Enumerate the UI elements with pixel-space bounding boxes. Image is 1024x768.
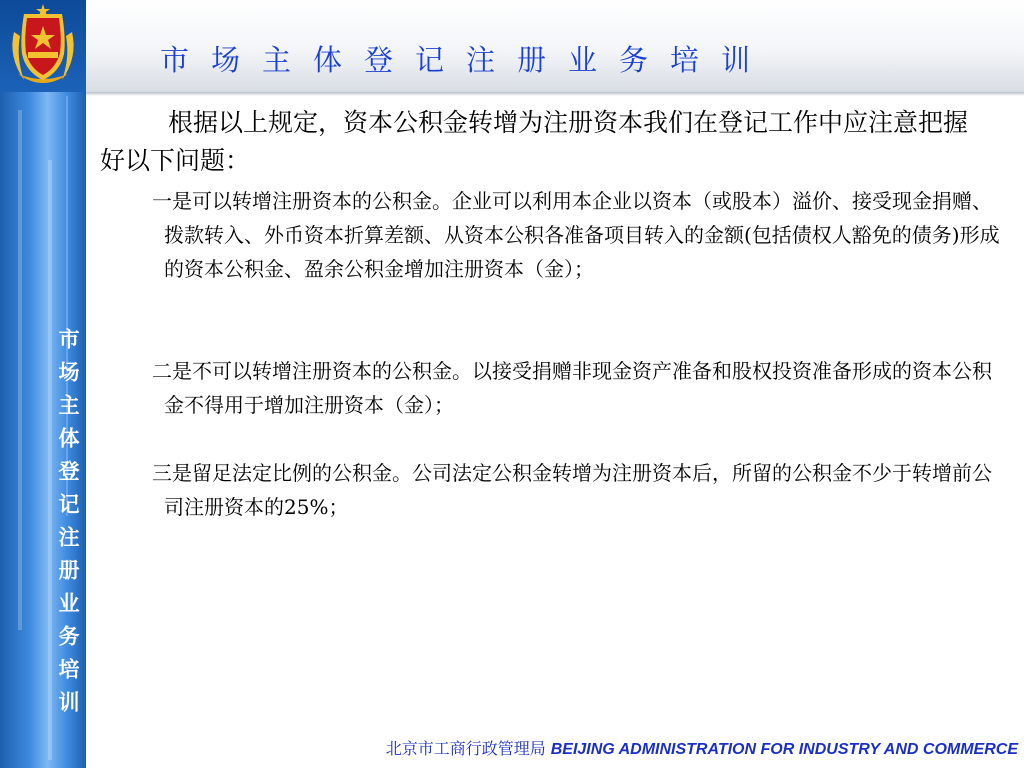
page-title: 市场主体登记注册业务培训	[160, 43, 773, 77]
point-item-1: 一是可以转增注册资本的公积金。企业可以利用本企业以资本（或股本）溢价、接受现金捐赠、拨款转入、外币资本折算差额、从资本公积各准备项目转入的金额(包括债权人豁免的债务)形成的资本公积金、盈余公积金增加注册资本（金）；	[152, 189, 1000, 281]
emblem-box	[0, 0, 86, 92]
vertical-title: 市场主体登记注册业务培训	[56, 328, 80, 724]
left-sidebar-band	[0, 0, 86, 768]
header-divider	[86, 92, 1024, 96]
footer-en-name: BEIJING ADMINISTRATION FOR INDUSTRY AND COMMERCE	[550, 741, 1018, 758]
footer-organization	[386, 736, 1018, 759]
footer-cn-name: 北京市工商行政管理局	[385, 741, 546, 758]
intro-paragraph: 根据以上规定，资本公积金转增为注册资本我们在登记工作中应注意把握好以下问题：	[100, 108, 969, 175]
police-emblem-icon	[4, 2, 82, 90]
point-item-3: 三是留足法定比例的公积金。公司法定公积金转增为注册资本后，所留的公积金不少于转增前公司注册资本的25%；	[152, 461, 992, 519]
slide-content	[100, 104, 1000, 519]
point-item-2: 二是不可以转增注册资本的公积金。以接受捐赠非现金资产准备和股权投资准备形成的资本公积金不得用于增加注册资本（金）；	[152, 359, 992, 417]
